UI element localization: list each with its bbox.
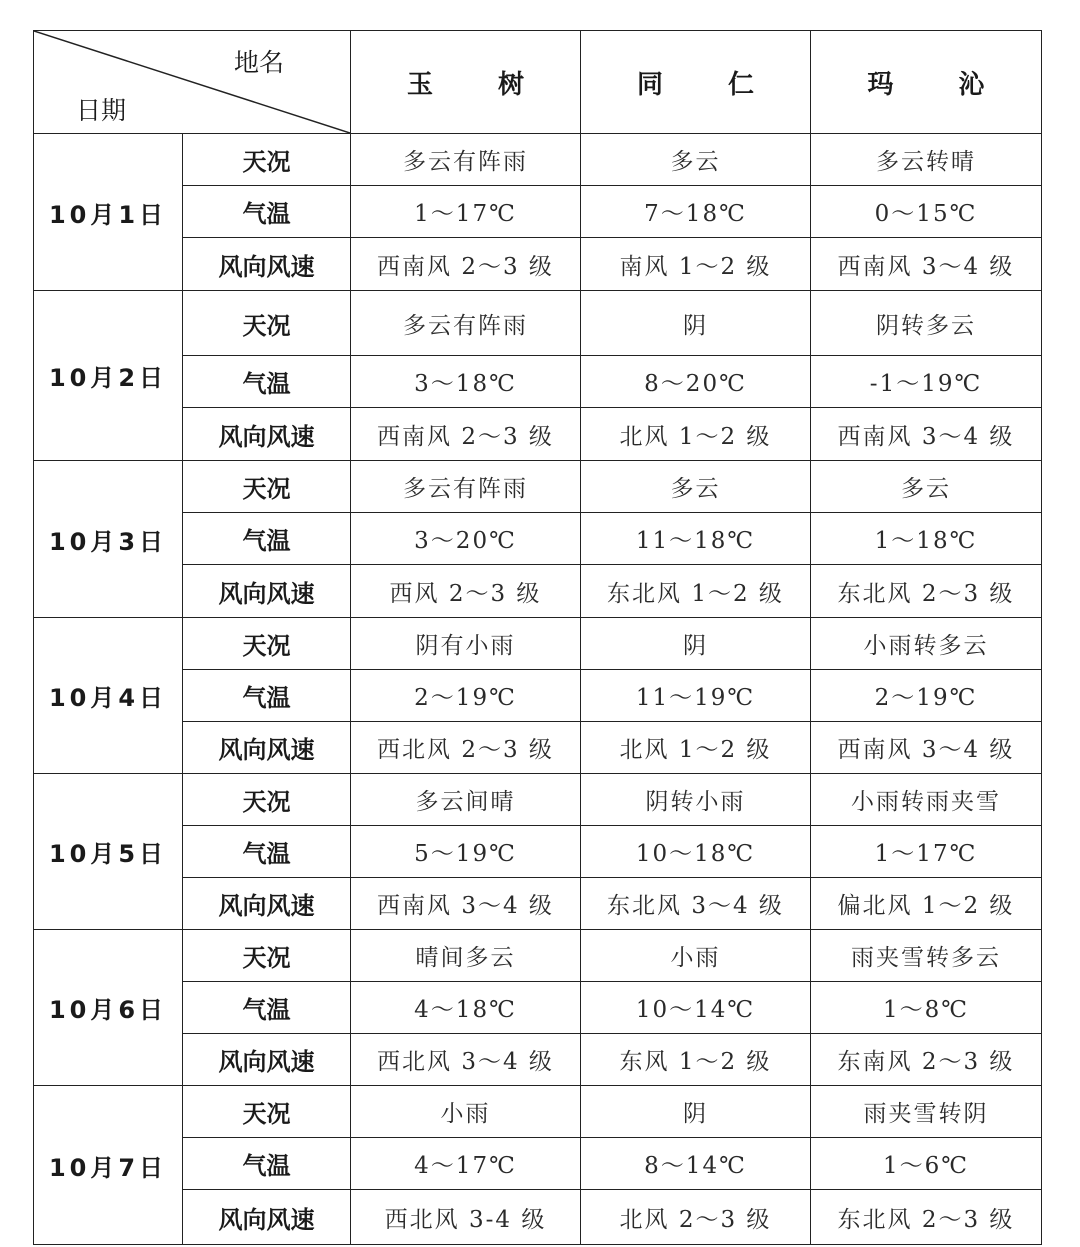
date-cell: 10月4日: [34, 618, 183, 774]
temperature-value-yushu: 5～19℃: [351, 826, 581, 878]
date-cell: 10月5日: [34, 774, 183, 930]
weather-value-maqin: 多云: [811, 461, 1042, 513]
wind-value-yushu: 西南风 3～4 级: [351, 878, 581, 930]
station-header-maqin: 玛 沁: [811, 31, 1042, 134]
temperature-label: 气温: [183, 186, 351, 238]
wind-row: [34, 238, 1042, 291]
weather-label: 天况: [183, 930, 351, 982]
temperature-value-tongren: 10～18℃: [581, 826, 811, 878]
weather-label: 天况: [183, 461, 351, 513]
wind-value-maqin: 偏北风 1～2 级: [811, 878, 1042, 930]
temperature-row: [34, 356, 1042, 408]
weather-row: [34, 461, 1042, 513]
wind-value-tongren: 东风 1～2 级: [581, 1034, 811, 1086]
wind-value-maqin: 东北风 2～3 级: [811, 565, 1042, 618]
station-header-tongren: 同 仁: [581, 31, 811, 134]
temperature-label: 气温: [183, 513, 351, 565]
temperature-value-maqin: 1～17℃: [811, 826, 1042, 878]
weather-row: [34, 618, 1042, 670]
wind-value-tongren: 南风 1～2 级: [581, 238, 811, 291]
weather-label: 天况: [183, 134, 351, 186]
wind-label: 风向风速: [183, 565, 351, 618]
weather-value-yushu: 多云间晴: [351, 774, 581, 826]
wind-value-tongren: 东北风 1～2 级: [581, 565, 811, 618]
wind-value-tongren: 北风 1～2 级: [581, 722, 811, 774]
wind-row: [34, 878, 1042, 930]
weather-value-maqin: 小雨转雨夹雪: [811, 774, 1042, 826]
wind-value-yushu: 西北风 3～4 级: [351, 1034, 581, 1086]
wind-value-maqin: 西南风 3～4 级: [811, 722, 1042, 774]
wind-value-yushu: 西南风 2～3 级: [351, 238, 581, 291]
weather-value-tongren: 阴: [581, 1086, 811, 1138]
temperature-value-tongren: 8～14℃: [581, 1138, 811, 1190]
temperature-row: [34, 513, 1042, 565]
header-row: [34, 31, 1042, 134]
wind-value-tongren: 北风 1～2 级: [581, 408, 811, 461]
wind-row: [34, 1034, 1042, 1086]
weather-value-maqin: 小雨转多云: [811, 618, 1042, 670]
wind-value-yushu: 西北风 3-4 级: [351, 1190, 581, 1245]
temperature-value-maqin: 2～19℃: [811, 670, 1042, 722]
weather-label: 天况: [183, 618, 351, 670]
date-cell: 10月2日: [34, 291, 183, 461]
temperature-label: 气温: [183, 1138, 351, 1190]
wind-value-yushu: 西南风 2～3 级: [351, 408, 581, 461]
weather-value-yushu: 阴有小雨: [351, 618, 581, 670]
temperature-value-yushu: 3～18℃: [351, 356, 581, 408]
wind-label: 风向风速: [183, 238, 351, 291]
date-cell: 10月7日: [34, 1086, 183, 1245]
temperature-value-yushu: 3～20℃: [351, 513, 581, 565]
temperature-row: [34, 1138, 1042, 1190]
temperature-value-tongren: 10～14℃: [581, 982, 811, 1034]
wind-label: 风向风速: [183, 1034, 351, 1086]
temperature-value-maqin: 1～6℃: [811, 1138, 1042, 1190]
temperature-value-maqin: 1～8℃: [811, 982, 1042, 1034]
date-label: 日期: [76, 96, 127, 125]
wind-label: 风向风速: [183, 722, 351, 774]
wind-value-maqin: 东南风 2～3 级: [811, 1034, 1042, 1086]
weather-value-maqin: 阴转多云: [811, 291, 1042, 356]
temperature-value-tongren: 7～18℃: [581, 186, 811, 238]
temperature-value-maqin: -1～19℃: [811, 356, 1042, 408]
weather-value-tongren: 多云: [581, 461, 811, 513]
date-cell: 10月1日: [34, 134, 183, 291]
weather-value-maqin: 多云转晴: [811, 134, 1042, 186]
weather-row: [34, 134, 1042, 186]
temperature-row: [34, 826, 1042, 878]
wind-label: 风向风速: [183, 1190, 351, 1245]
weather-row: [34, 930, 1042, 982]
temperature-value-maqin: 0～15℃: [811, 186, 1042, 238]
temperature-value-tongren: 8～20℃: [581, 356, 811, 408]
weather-value-yushu: 多云有阵雨: [351, 461, 581, 513]
weather-row: [34, 1086, 1042, 1138]
wind-row: [34, 1190, 1042, 1245]
weather-value-maqin: 雨夹雪转多云: [811, 930, 1042, 982]
temperature-value-yushu: 1～17℃: [351, 186, 581, 238]
place-label: 地名: [234, 48, 285, 77]
wind-value-yushu: 西北风 2～3 级: [351, 722, 581, 774]
temperature-label: 气温: [183, 356, 351, 408]
corner-header-cell: [34, 31, 351, 134]
weather-label: 天况: [183, 1086, 351, 1138]
temperature-value-yushu: 4～17℃: [351, 1138, 581, 1190]
temperature-value-tongren: 11～19℃: [581, 670, 811, 722]
forecast-table: [33, 30, 1042, 1245]
weather-label: 天况: [183, 774, 351, 826]
temperature-value-tongren: 11～18℃: [581, 513, 811, 565]
weather-value-tongren: 阴: [581, 291, 811, 356]
weather-value-tongren: 多云: [581, 134, 811, 186]
temperature-row: [34, 186, 1042, 238]
wind-label: 风向风速: [183, 878, 351, 930]
wind-row: [34, 408, 1042, 461]
weather-value-tongren: 阴转小雨: [581, 774, 811, 826]
temperature-row: [34, 982, 1042, 1034]
temperature-value-yushu: 2～19℃: [351, 670, 581, 722]
forecast-body: [34, 134, 1042, 1245]
weather-value-yushu: 多云有阵雨: [351, 134, 581, 186]
temperature-label: 气温: [183, 982, 351, 1034]
weather-label: 天况: [183, 291, 351, 356]
station-header-yushu: 玉 树: [351, 31, 581, 134]
temperature-value-maqin: 1～18℃: [811, 513, 1042, 565]
temperature-label: 气温: [183, 826, 351, 878]
wind-value-maqin: 西南风 3～4 级: [811, 238, 1042, 291]
weather-row: [34, 291, 1042, 356]
wind-value-yushu: 西风 2～3 级: [351, 565, 581, 618]
wind-value-tongren: 东北风 3～4 级: [581, 878, 811, 930]
temperature-label: 气温: [183, 670, 351, 722]
date-cell: 10月6日: [34, 930, 183, 1086]
weather-value-maqin: 雨夹雪转阴: [811, 1086, 1042, 1138]
weather-value-yushu: 小雨: [351, 1086, 581, 1138]
temperature-value-yushu: 4～18℃: [351, 982, 581, 1034]
weather-value-yushu: 多云有阵雨: [351, 291, 581, 356]
wind-value-maqin: 西南风 3～4 级: [811, 408, 1042, 461]
wind-label: 风向风速: [183, 408, 351, 461]
weather-row: [34, 774, 1042, 826]
weather-value-yushu: 晴间多云: [351, 930, 581, 982]
wind-value-maqin: 东北风 2～3 级: [811, 1190, 1042, 1245]
weather-value-tongren: 小雨: [581, 930, 811, 982]
wind-value-tongren: 北风 2～3 级: [581, 1190, 811, 1245]
temperature-row: [34, 670, 1042, 722]
weather-value-tongren: 阴: [581, 618, 811, 670]
wind-row: [34, 565, 1042, 618]
date-cell: 10月3日: [34, 461, 183, 618]
wind-row: [34, 722, 1042, 774]
